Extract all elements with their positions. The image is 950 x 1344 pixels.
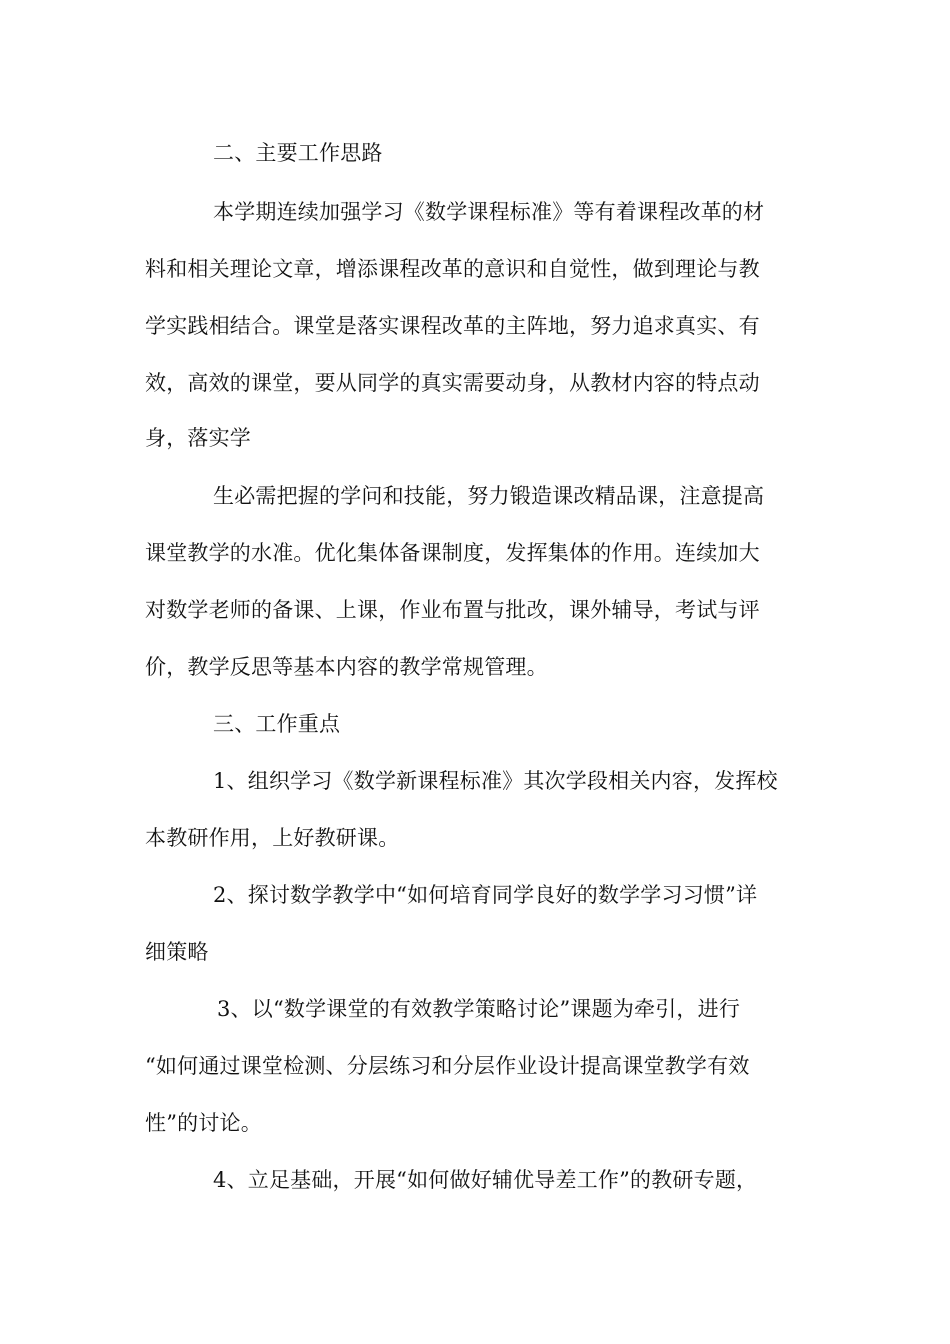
paragraph-line: 课堂教学的水准。优化集体备课制度，发挥集体的作用。连续加大 [145, 541, 760, 565]
list-item-line: 性”的讨论。 [145, 1111, 262, 1135]
heading-work-focus: 三、工作重点 [213, 712, 341, 736]
paragraph-line: 对数学老师的备课、上课，作业布置与批改，课外辅导，考试与评 [145, 598, 760, 622]
paragraph-line: 学实践相结合。课堂是落实课程改革的主阵地，努力追求真实、有 [145, 314, 760, 338]
list-item-line: “如何通过课堂检测、分层练习和分层作业设计提高课堂教学有效 [145, 1054, 750, 1078]
paragraph-line: 生必需把握的学问和技能，努力锻造课改精品课，注意提高 [213, 484, 765, 508]
heading-main-ideas: 二、主要工作思路 [213, 141, 383, 165]
list-item-line: 2、探讨数学教学中“如何培育同学良好的数学学习习惯”详 [213, 883, 758, 907]
paragraph-line: 身，落实学 [145, 426, 251, 450]
list-item-line: 4、立足基础，开展“如何做好辅优导差工作”的教研专题， [213, 1168, 758, 1192]
paragraph-line: 效，高效的课堂，要从同学的真实需要动身，从教材内容的特点动 [145, 371, 760, 395]
list-item-line: 3、以“数学课堂的有效教学策略讨论”课题为牵引，进行 [217, 997, 741, 1021]
paragraph-line: 本学期连续加强学习《数学课程标准》等有着课程改革的材 [213, 200, 765, 224]
paragraph-line: 价，教学反思等基本内容的教学常规管理。 [145, 655, 548, 679]
list-item-line: 细策略 [145, 940, 209, 964]
list-item-line: 1、组织学习《数学新课程标准》其次学段相关内容，发挥校 [213, 769, 778, 793]
list-item-line: 本教研作用，上好教研课。 [145, 826, 400, 850]
paragraph-line: 料和相关理论文章，增添课程改革的意识和自觉性，做到理论与教 [145, 257, 760, 281]
